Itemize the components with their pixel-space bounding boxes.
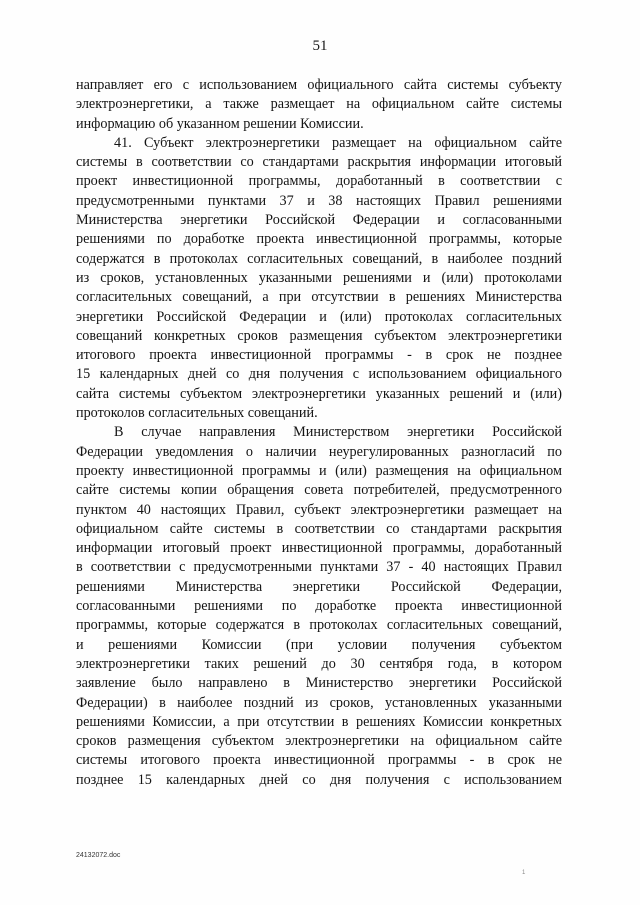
text-line: согласованными решениями по доработке проекта инвестиционной xyxy=(76,598,562,615)
text-line: пунктом 40 настоящих Правил, субъект электроэнергетики размещает на xyxy=(76,501,562,518)
text-line: системы в соответствии со стандартами раскрытия информации итоговый xyxy=(76,154,562,171)
paragraph-item-41 xyxy=(76,134,562,423)
text-line: совещаний конкретных сроков размещения субъектом электроэнергетики xyxy=(76,327,562,344)
text-line: сайте системы копии обращения совета потребителей, предусмотренного xyxy=(76,482,562,499)
text-line: информацию об указанном решении Комиссии. xyxy=(76,115,364,132)
text-line: заявление было направлено в Министерство энергетики Российской xyxy=(76,675,562,692)
text-line: информации итоговый проект инвестиционной программы, доработанный xyxy=(76,540,562,557)
page-number: 51 xyxy=(312,38,328,54)
footer-mark: 1 xyxy=(522,870,526,876)
text-line: электроэнергетики таких решений до 30 сентября года, в котором xyxy=(76,655,562,672)
text-line: системы итогового проекта инвестиционной программы - в срок не xyxy=(76,752,562,769)
text-line: В случае направления Министерством энергетики Российской xyxy=(114,424,562,441)
paragraph-disagreement-case xyxy=(76,423,562,790)
text-line: Федерации уведомления о наличии неурегулированных разногласий по xyxy=(76,443,562,460)
text-line: проект инвестиционной программы, доработанный в соответствии с xyxy=(76,173,562,190)
text-line: решениями по доработке проекта инвестиционной программы, которые xyxy=(76,231,562,248)
text-line: позднее 15 календарных дней со дня получения с использованием xyxy=(76,771,562,788)
document-body xyxy=(76,76,562,790)
text-line: программы, которые содержатся в протоколах согласительных совещаний, xyxy=(76,617,562,634)
text-line: итогового проекта инвестиционной программы - в срок не позднее xyxy=(76,347,562,364)
text-line: предусмотренными пунктами 37 и 38 настоящих Правил решениями xyxy=(76,192,562,209)
text-line: 41. Субъект электроэнергетики размещает на официальном сайте xyxy=(114,134,562,151)
text-line: содержатся в протоколах согласительных совещаний, в наиболее поздний xyxy=(76,250,562,267)
text-line: решениями Комиссии, а при отсутствии в решениях Комиссии конкретных xyxy=(76,713,562,730)
text-line: энергетики Российской Федерации и (или) протоколах согласительных xyxy=(76,308,562,325)
paragraph-continuation xyxy=(76,76,562,134)
text-line: проекту инвестиционной программы и (или) размещения на официальном xyxy=(76,462,562,479)
text-line: электроэнергетики, а также размещает на официальном сайте системы xyxy=(76,96,562,113)
text-line: сайта системы субъектом электроэнергетики указанных решений и (или) xyxy=(76,385,562,402)
text-line: Федерации) в наиболее поздний из сроков, установленных указанными xyxy=(76,694,562,711)
text-line: в соответствии с предусмотренными пунктами 37 - 40 настоящих Правил xyxy=(76,559,562,576)
text-line: протоколов согласительных совещаний. xyxy=(76,405,318,422)
text-line: из сроков, установленных указанными решениями и (или) протоколами xyxy=(76,269,562,286)
text-line: Министерства энергетики Российской Федерации и согласованными xyxy=(76,212,562,229)
text-line: 15 календарных дней со дня получения с использованием официального xyxy=(76,366,562,383)
text-line: согласительных совещаний, а при отсутствии в решениях Министерства xyxy=(76,289,562,306)
text-line: и решениями Комиссии (при условии получения субъектом xyxy=(76,636,562,653)
text-line: официальном сайте системы в соответствии со стандартами раскрытия xyxy=(76,520,562,537)
text-line: сроков размещения субъектом электроэнергетики на официальном сайте xyxy=(76,733,562,750)
footer-filename: 24132072.doc xyxy=(76,852,121,859)
text-line: направляет его с использованием официального сайта системы субъекту xyxy=(76,77,562,93)
text-line: решениями Министерства энергетики Российской Федерации, xyxy=(76,578,562,595)
